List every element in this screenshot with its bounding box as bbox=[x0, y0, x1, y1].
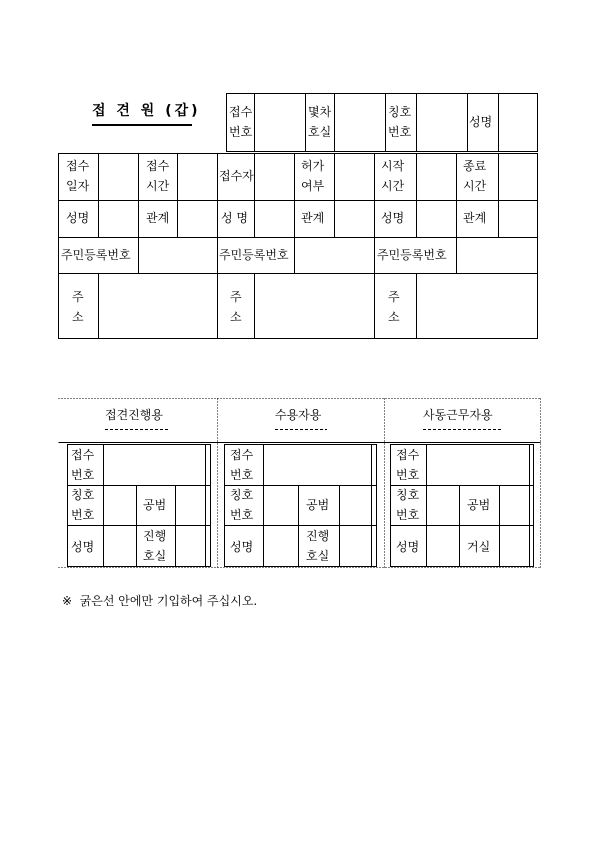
label-address-2: 주 소 bbox=[230, 290, 242, 324]
stub1-designation-no: 칭호 번호 bbox=[71, 488, 95, 522]
label-cell-order: 몇차 호실 bbox=[308, 105, 332, 139]
label-rrn-1: 주민등록번호 bbox=[61, 248, 131, 262]
label-name-2: 성 명 bbox=[221, 211, 248, 225]
label-reception-date: 접수 일자 bbox=[66, 159, 90, 193]
stub2-accomplice: 공범 bbox=[306, 498, 330, 512]
stub1-progress-room: 진행 호실 bbox=[143, 529, 167, 563]
label-rrn-2: 주민등록번호 bbox=[219, 248, 289, 262]
stub-title-ward-staff: 사동근무자용 bbox=[423, 408, 493, 422]
stub2-name: 성명 bbox=[230, 540, 254, 554]
stub3-cell: 거실 bbox=[467, 540, 491, 554]
label-name-1: 성명 bbox=[66, 211, 90, 225]
label-relation-3: 관계 bbox=[463, 211, 487, 225]
stub3-designation-no: 칭호 번호 bbox=[396, 488, 420, 522]
label-name-3: 성명 bbox=[381, 211, 405, 225]
stub3-accomplice: 공범 bbox=[467, 498, 491, 512]
stub-title-inmate: 수용자용 bbox=[275, 408, 322, 422]
label-address-1: 주 소 bbox=[72, 290, 84, 324]
label-permission: 허가 여부 bbox=[301, 159, 325, 193]
label-designation-no: 칭호 번호 bbox=[388, 105, 412, 139]
label-end-time: 종료 시간 bbox=[463, 159, 487, 193]
label-receiver: 접수자 bbox=[219, 169, 254, 183]
stub1-name: 성명 bbox=[71, 540, 95, 554]
label-address-3: 주 소 bbox=[388, 290, 400, 324]
label-rrn-3: 주민등록번호 bbox=[377, 248, 447, 262]
stub-title-progress: 접견진행용 bbox=[105, 408, 163, 422]
label-reception-no: 접수 번호 bbox=[229, 105, 253, 139]
stub1-reception-no: 접수 번호 bbox=[71, 448, 95, 482]
stub3-name: 성명 bbox=[396, 540, 420, 554]
form-title: 접 견 원 (갑) bbox=[92, 103, 201, 119]
stub2-designation-no: 칭호 번호 bbox=[230, 488, 254, 522]
label-start-time: 시작 시간 bbox=[381, 159, 405, 193]
label-relation-1: 관계 bbox=[146, 211, 170, 225]
stub2-progress-room: 진행 호실 bbox=[306, 529, 330, 563]
label-name: 성명 bbox=[469, 115, 493, 129]
stub3-reception-no: 접수 번호 bbox=[396, 448, 420, 482]
stub1-accomplice: 공범 bbox=[143, 498, 167, 512]
bold-line-note: ※ 굵은선 안에만 기입하여 주십시오. bbox=[62, 594, 258, 608]
label-reception-time: 접수 시간 bbox=[146, 159, 170, 193]
label-relation-2: 관계 bbox=[301, 211, 325, 225]
stub2-reception-no: 접수 번호 bbox=[230, 448, 254, 482]
